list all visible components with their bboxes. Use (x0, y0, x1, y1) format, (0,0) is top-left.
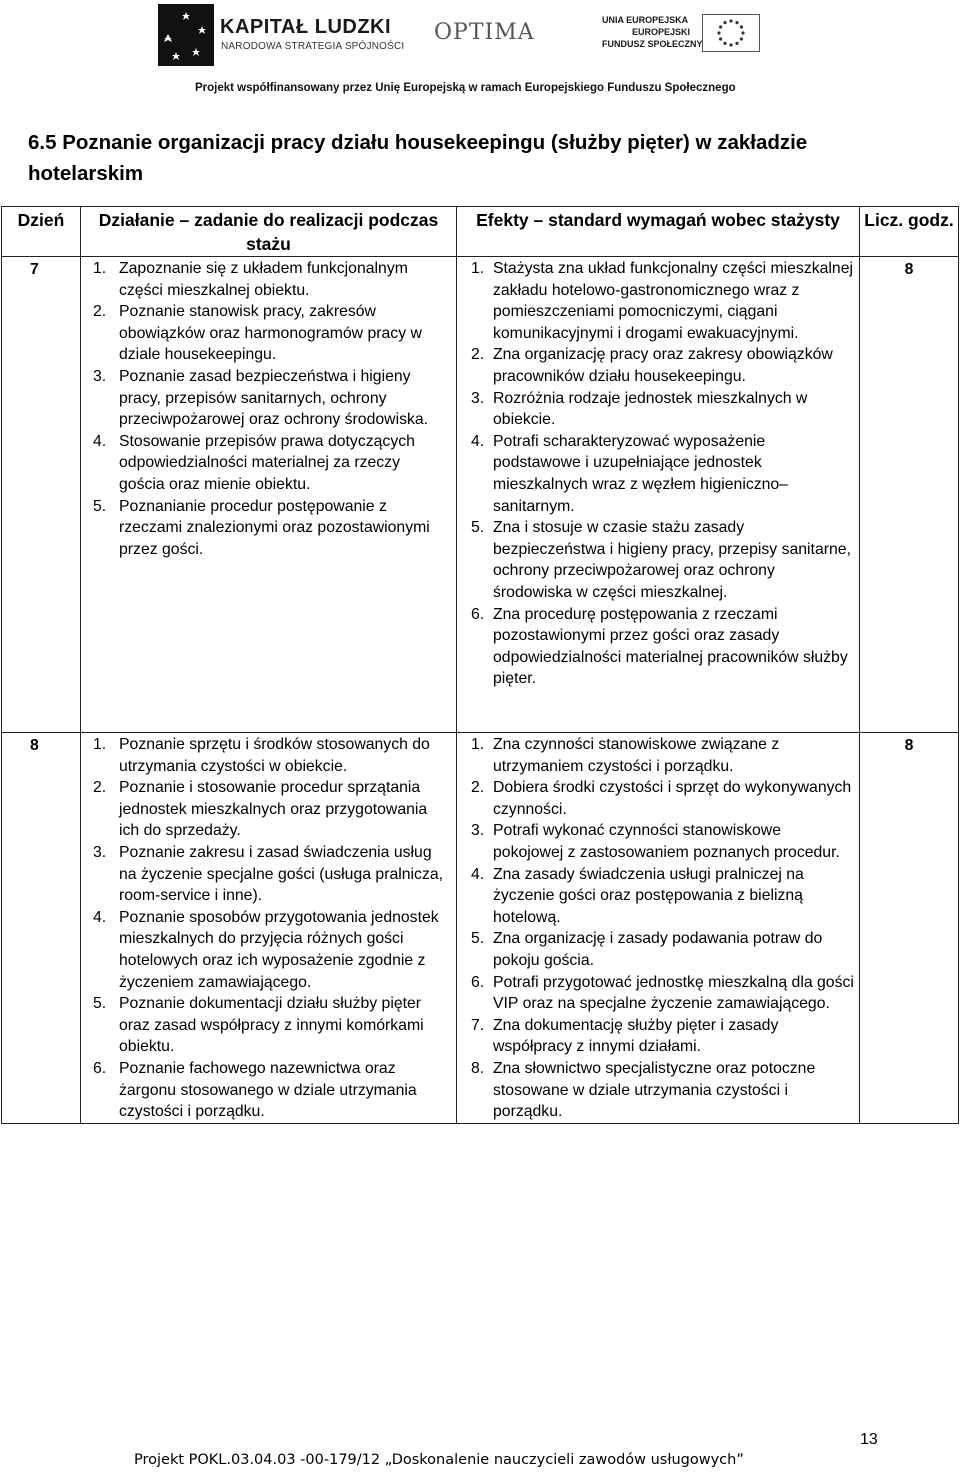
header-action: Działanie – zadanie do realizacji podczas stażu (81, 207, 457, 257)
header-hours: Licz. godz. (860, 207, 959, 257)
actions-list (85, 258, 450, 560)
ue-line-1: UNIA EUROPEJSKA (602, 15, 689, 25)
eu-flag-icon (702, 14, 760, 52)
item-number: 2. (93, 779, 107, 797)
kapital-ludzki-subtitle: NARODOWA STRATEGIA SPÓJNOŚCI (221, 41, 405, 52)
cofinancing-statement: Projekt współfinansowany przez Unię Europejską w ramach Europejskiego Funduszu Społecznego (195, 82, 736, 94)
item-text: Poznanie zakresu i zasad świadczenia usług na życzenie specjalne gości (usługa pralnicza, room-service i inne). (119, 843, 444, 905)
item-number: 1. (471, 736, 485, 753)
item-text: Zna zasady świadczenia usługi pralniczej na życzenie gości oraz postępowania z bielizną hotelową. (493, 865, 804, 926)
item-number: 6. (93, 1059, 107, 1077)
kapital-ludzki-title: KAPITAŁ LUDZKI (220, 16, 392, 38)
item-number: 1. (93, 736, 107, 753)
item-text: Potrafi wykonać czynności stanowiskowe pokojowej z zastosowaniem poznanych procedur. (493, 822, 840, 861)
ue-line-3: FUNDUSZ SPOŁECZNY (602, 39, 703, 49)
ue-line-2: EUROPEJSKI (631, 27, 690, 37)
item-text: Zapoznanie się z układem funkcjonalnym części mieszkalnej obiektu. (119, 260, 408, 299)
optima-logo: OPTIMA (434, 20, 535, 45)
item-text: Zna słownictwo specjalistyczne oraz potoczne stosowane w dziale utrzymania czystości i porządku. (493, 1059, 816, 1121)
list-item (85, 431, 450, 496)
item-text: Poznanie fachowego nazewnictwa oraz żargonu stosowanego w dziale utrzymania czystości i porządku. (119, 1059, 417, 1121)
kapital-ludzki-emblem-icon (158, 4, 214, 66)
list-item (463, 604, 855, 690)
list-item (463, 928, 855, 971)
item-text: Poznanianie procedur postępowanie z rzeczami znalezionymi oraz pozostawionymi przez gości. (119, 497, 430, 558)
actions-cell (81, 257, 457, 733)
item-text: Poznanie sposobów przygotowania jednostek mieszkalnych do przyjęcia różnych gości hotelowych oraz ich wyposażenie zgodnie z życzeniem zamawiającego. (119, 908, 439, 991)
item-text: Poznanie dokumentacji działu służby pięter oraz zasad współpracy z innymi komórkami obiektu. (119, 995, 424, 1056)
header-effects: Efekty – standard wymagań wobec stażysty (457, 207, 860, 257)
item-number: 5. (93, 995, 107, 1013)
list-item (85, 301, 450, 366)
list-item (85, 496, 450, 561)
list-item (463, 388, 855, 431)
hours-cell: 8 (860, 733, 959, 1124)
item-number: 8. (471, 1059, 485, 1077)
list-item (85, 258, 450, 301)
item-number: 1. (93, 260, 107, 277)
item-number: 5. (93, 497, 107, 515)
list-item (463, 864, 855, 929)
item-number: 3. (93, 367, 107, 385)
item-text: Potrafi przygotować jednostkę mieszkalną dla gości VIP oraz na specjalne życzenie zamawiającego. (493, 973, 854, 1013)
list-item (85, 366, 450, 431)
list-item (463, 777, 855, 820)
footer-project-line: Projekt POKL.03.04.03 -00-179/12 „Doskonalenie nauczycieli zawodów usługowych” (134, 1452, 744, 1468)
list-item (463, 258, 855, 344)
item-number: 5. (471, 930, 485, 948)
list-item (463, 517, 855, 603)
item-text: Rozróżnia rodzaje jednostek mieszkalnych w obiekcie. (493, 389, 808, 429)
item-number: 4. (93, 908, 107, 926)
day-cell: 8 (2, 733, 81, 1124)
actions-list (85, 734, 450, 1123)
item-number: 3. (471, 389, 485, 407)
item-text: Zna organizację pracy oraz zakresy obowiązków pracowników działu housekeepingu. (493, 346, 833, 385)
section-title: 6.5 Poznanie organizacji pracy działu housekeepingu (służby pięter) w zakładzie hotelarskim (28, 131, 808, 185)
page-number: 13 (860, 1431, 878, 1448)
ue-logo-text (602, 14, 703, 50)
item-text: Zna i stosuje w czasie stażu zasady bezpieczeństwa i higieny pracy, przepisy sanitarne, ochrony przeciwpożarowej oraz ochrony środowiska w części mieszkalnej. (493, 519, 851, 601)
effects-list (463, 734, 855, 1123)
item-number: 7. (471, 1016, 485, 1034)
item-text: Zna procedurę postępowania z rzeczami pozostawionymi przez gości oraz zasady odpowiedzialności materialnej pracowników służby pięter. (493, 605, 848, 688)
internship-plan-table (1, 206, 959, 1124)
table-header-row (2, 207, 959, 257)
item-number: 2. (93, 303, 107, 321)
day-cell: 7 (2, 257, 81, 733)
header-day: Dzień (2, 207, 81, 257)
effects-cell (457, 733, 860, 1124)
item-text: Dobiera środki czystości i sprzęt do wykonywanych czynności. (493, 779, 852, 818)
item-number: 5. (471, 519, 485, 537)
item-text: Poznanie i stosowanie procedur sprzątania jednostek mieszkalnych oraz przygotowania ich do sprzedaży. (119, 779, 428, 840)
item-text: Zna czynności stanowiskowe związane z utrzymaniem czystości i porządku. (493, 736, 780, 775)
list-item (463, 1058, 855, 1123)
item-number: 6. (471, 605, 485, 623)
list-item (85, 907, 450, 993)
table-row (2, 257, 959, 733)
item-text: Poznanie zasad bezpieczeństwa i higieny pracy, przepisów sanitarnych, ochrony przeciwpożarowej oraz ochrony środowiska. (119, 367, 429, 429)
list-item (85, 842, 450, 907)
list-item (85, 777, 450, 842)
list-item (85, 993, 450, 1058)
list-item (463, 820, 855, 863)
list-item (85, 1058, 450, 1123)
list-item (85, 734, 450, 777)
ue-efs-logo (602, 10, 762, 56)
actions-cell (81, 733, 457, 1124)
item-number: 2. (471, 346, 485, 364)
item-number: 1. (471, 260, 485, 277)
item-number: 2. (471, 779, 485, 797)
item-number: 4. (93, 432, 107, 450)
item-number: 4. (471, 865, 485, 883)
item-number: 6. (471, 973, 485, 991)
list-item (463, 431, 855, 517)
item-text: Poznanie sprzętu i środków stosowanych do utrzymania czystości w obiekcie. (119, 736, 430, 775)
list-item (463, 1015, 855, 1058)
table-row (2, 733, 959, 1124)
list-item (463, 972, 855, 1015)
item-text: Zna dokumentację służby pięter i zasady współpracy z innymi działami. (493, 1016, 779, 1056)
hours-cell: 8 (860, 257, 959, 733)
item-text: Potrafi scharakteryzować wyposażenie podstawowe i uzupełniające jednostek mieszkalnych wraz z węzłem higieniczno–sanitarnym. (493, 432, 788, 515)
effects-cell (457, 257, 860, 733)
item-text: Zna organizację i zasady podawania potraw do pokoju gościa. (493, 930, 823, 969)
item-number: 4. (471, 432, 485, 450)
item-text: Poznanie stanowisk pracy, zakresów obowiązków oraz harmonogramów pracy w dziale housekeepingu. (119, 303, 422, 364)
item-number: 3. (93, 843, 107, 861)
list-item (463, 344, 855, 387)
item-number: 3. (471, 822, 485, 840)
effects-list (463, 258, 855, 690)
list-item (463, 734, 855, 777)
item-text: Stażysta zna układ funkcjonalny części mieszkalnej zakładu hotelowo-gastronomicznego wraz z pomieszczeniami pomocniczymi, ciągani komunikacyjnymi i drogami ewakuacyjnymi. (493, 260, 853, 342)
item-text: Stosowanie przepisów prawa dotyczących odpowiedzialności materialnej za rzeczy gościa oraz mienie obiektu. (119, 432, 415, 493)
kapital-ludzki-logo (158, 4, 405, 66)
